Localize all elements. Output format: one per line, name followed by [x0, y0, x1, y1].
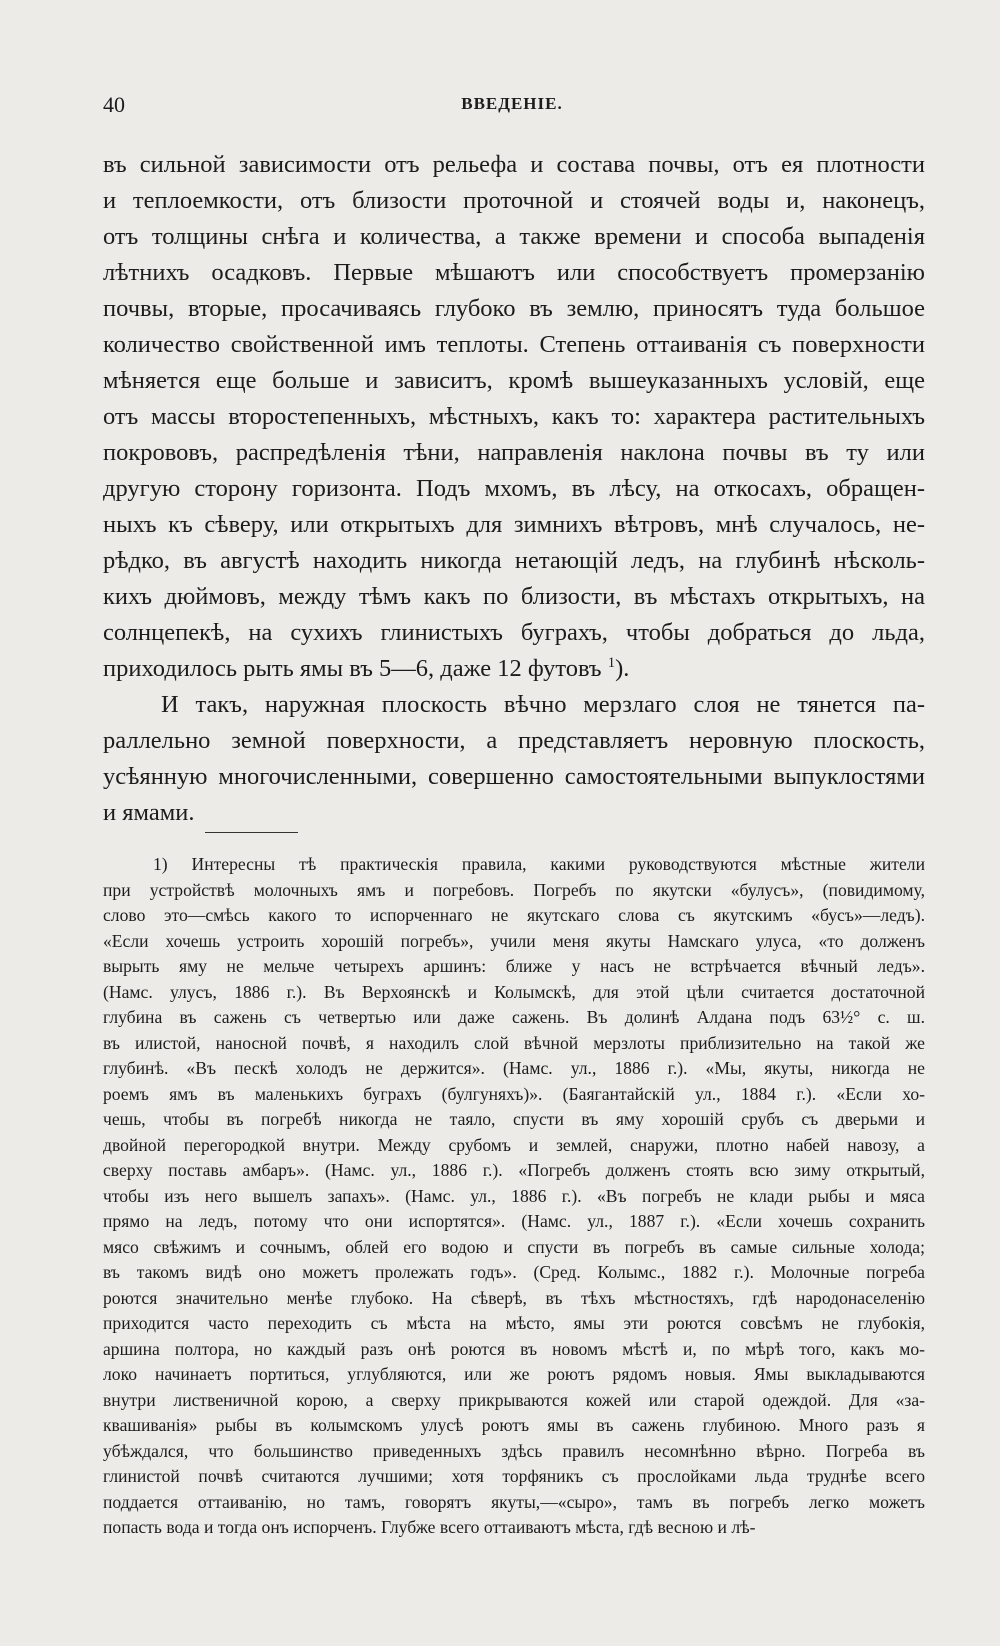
text-line: усѣянную многочисленными, совершенно самостоятельными выпуклостями — [103, 763, 925, 790]
footnote-line: приходится часто переходить съ мѣста на мѣсто, ямы эти роются совсѣмъ не глубокія, — [103, 1313, 925, 1333]
footnote-line: роемъ ямъ въ маленькихъ буграхъ (булгуняхъ)». (Баягантайскій ул., 1884 г.). «Если хо- — [103, 1083, 925, 1104]
footnotes — [103, 852, 925, 1541]
text-line: мѣняется еще больше и зависитъ, кромѣ вышеуказанныхъ условій, еще — [103, 367, 925, 394]
text-line-with-footnote: приходилось рыть ямы въ 5—6, даже 12 футовъ $^1$). — [103, 654, 630, 682]
text-line: другую сторону горизонта. Подъ мхомъ, въ лѣсу, на откосахъ, обращен- — [103, 475, 925, 502]
footnote-line: чешь, чтобы въ погребѣ никогда не таяло, спусти въ яму хорошій срубъ съ дверьми и — [103, 1109, 925, 1129]
text-line: количество свойственной имъ теплоты. Степень оттаиванія съ поверхности — [103, 331, 925, 358]
text-line: солнцепекѣ, на сухихъ глинистыхъ буграхъ, чтобы добраться до льда, — [103, 619, 925, 646]
text-line: раллельно земной поверхности, а представляетъ неровную плоскость, — [103, 727, 925, 754]
page-number: 40 — [103, 92, 125, 117]
text-line: и теплоемкости, отъ близости проточной и стоячей воды и, наконецъ, — [103, 187, 925, 214]
footnote-line: въ илистой, наносной почвѣ, я находилъ слой вѣчной мерзлоты приблизительно на такой же — [103, 1032, 925, 1053]
footnote-line: вырыть яму не мельче четырехъ аршинъ: ближе у насъ не встрѣчается вѣчный ледъ». — [103, 956, 925, 976]
footnote-line: роются значительно менѣе глубоко. На сѣверѣ, въ тѣхъ мѣстностяхъ, гдѣ народонаселенію — [103, 1287, 925, 1308]
footnote-line: глубинѣ. «Въ пескѣ холодъ не держится». (Намс. ул., 1886 г.). «Мы, якуты, никогда не — [103, 1058, 925, 1078]
footnote-divider — [205, 832, 298, 833]
text-line: рѣдко, въ августѣ находить никогда нетающій ледъ, на глубинѣ нѣсколь- — [103, 547, 925, 574]
footnote-line: при устройствѣ молочныхъ ямъ и погребовъ. Погребъ по якутски «булусъ», (повидимому, — [103, 879, 925, 900]
text-line: почвы, вторые, просачиваясь глубоко въ землю, приносятъ туда большое — [103, 295, 925, 322]
text-line: отъ массы второстепенныхъ, мѣстныхъ, какъ то: характера растительныхъ — [103, 403, 925, 430]
footnote-line: двойной перегородкой внутри. Между срубомъ и землей, снаружи, плотно набей навозу, а — [103, 1134, 925, 1155]
footnote-line: мясо свѣжимъ и сочнымъ, облей его водою и спусти въ погребъ въ самые сильные холода; — [103, 1236, 925, 1257]
running-title: ВВЕДЕНІЕ. — [461, 94, 563, 113]
text-line: покрововъ, распредѣленія тѣни, направленія наклона почвы въ ту или — [103, 439, 925, 466]
footnote-line: слово это—смѣсь какого то испорченнаго не якутскаго слова съ якутскимъ «бусъ»—ледъ). — [103, 905, 925, 925]
footnote-line: глубина въ сажень съ четвертью или даже сажень. Въ долинѣ Алдана подъ 63½° с. ш. — [103, 1007, 925, 1027]
main-text — [103, 147, 925, 831]
footnote-line: прямо на ледъ, потому что они испортятся». (Намс. ул., 1887 г.). «Если хочешь сохранить — [103, 1211, 925, 1231]
footnote-line: чтобы изъ него вышелъ запахъ». (Намс. ул., 1886 г.). «Въ погребъ не клади рыбы и мяса — [103, 1185, 925, 1206]
footnote-line: «Если хочешь устроить хорошій погребъ», учили меня якуты Намскаго улуса, «то долженъ — [103, 930, 925, 951]
footnote-line: глинистой почвѣ считаются лучшими; хотя торфяникъ съ прослойками льда труднѣе всего — [103, 1466, 925, 1486]
footnote-line: локо начинаетъ портиться, углубляются, или же роютъ рядомъ новыя. Ямы выкладываются — [103, 1364, 925, 1384]
page-header — [103, 92, 921, 122]
footnote-mark: 1) — [153, 854, 168, 874]
footnote-line: поддается оттаиванію, но тамъ, говорятъ якуты,—«сыро», тамъ въ погребъ легко можетъ — [103, 1491, 925, 1512]
footnote-reference[interactable]: 1 — [607, 654, 616, 671]
text-line: въ сильной зависимости отъ рельефа и состава почвы, отъ ея плотности — [103, 151, 925, 178]
footnote-line-text: Интересны тѣ практическія правила, какими руководствуются мѣстные жители — [191, 854, 925, 874]
footnote-line: внутри лиственичной корою, а сверху прикрываются кожей или старой одеждой. Для «за- — [103, 1389, 925, 1410]
text-line: ныхъ къ сѣверу, или открытыхъ для зимнихъ вѣтровъ, мнѣ случалось, не- — [103, 511, 925, 538]
footnote-line — [103, 852, 925, 878]
text-line: И такъ, наружная плоскость вѣчно мерзлаго слоя не тянется па- — [161, 691, 925, 718]
text-line-content: приходилось рыть ямы въ 5—6, даже 12 футовъ — [103, 655, 602, 682]
footnote-line: въ такомъ видѣ оно можетъ пролежать годъ». (Сред. Колымс., 1882 г.). Молочные погреба — [103, 1262, 925, 1282]
text-line: кихъ дюймовъ, между тѣмъ какъ по близости, въ мѣстахъ открытыхъ, на — [103, 583, 925, 610]
text-line: лѣтнихъ осадковъ. Первые мѣшаютъ или способствуетъ промерзанію — [103, 259, 925, 286]
footnote-line: (Намс. улусъ, 1886 г.). Въ Верхоянскѣ и Колымскѣ, для этой цѣли считается достаточной — [103, 981, 925, 1002]
footnote-line: аршина полтора, но каждый разъ онѣ роются въ новомъ мѣстѣ и, по мѣрѣ того, какъ мо- — [103, 1338, 925, 1359]
footnote-line: сверху поставь амбаръ». (Намс. ул., 1886 г.). «Погребъ долженъ стоять всю зиму открытый, — [103, 1160, 925, 1180]
text-line: и ямами. — [103, 799, 195, 826]
footnote-line: убѣждался, что большинство приведенныхъ здѣсь правилъ несомнѣнно вѣрно. Погреба въ — [103, 1440, 925, 1461]
footnote-line: попасть вода и тогда онъ испорченъ. Глубже всего оттаиваютъ мѣста, гдѣ весною и лѣ- — [103, 1517, 756, 1537]
footnote-line: квашиванія» рыбы въ колымскомъ улусѣ роютъ ямы въ сажень глубиною. Много разъ я — [103, 1415, 925, 1435]
text-line: отъ толщины снѣга и количества, а также времени и способа выпаденія — [103, 223, 925, 250]
